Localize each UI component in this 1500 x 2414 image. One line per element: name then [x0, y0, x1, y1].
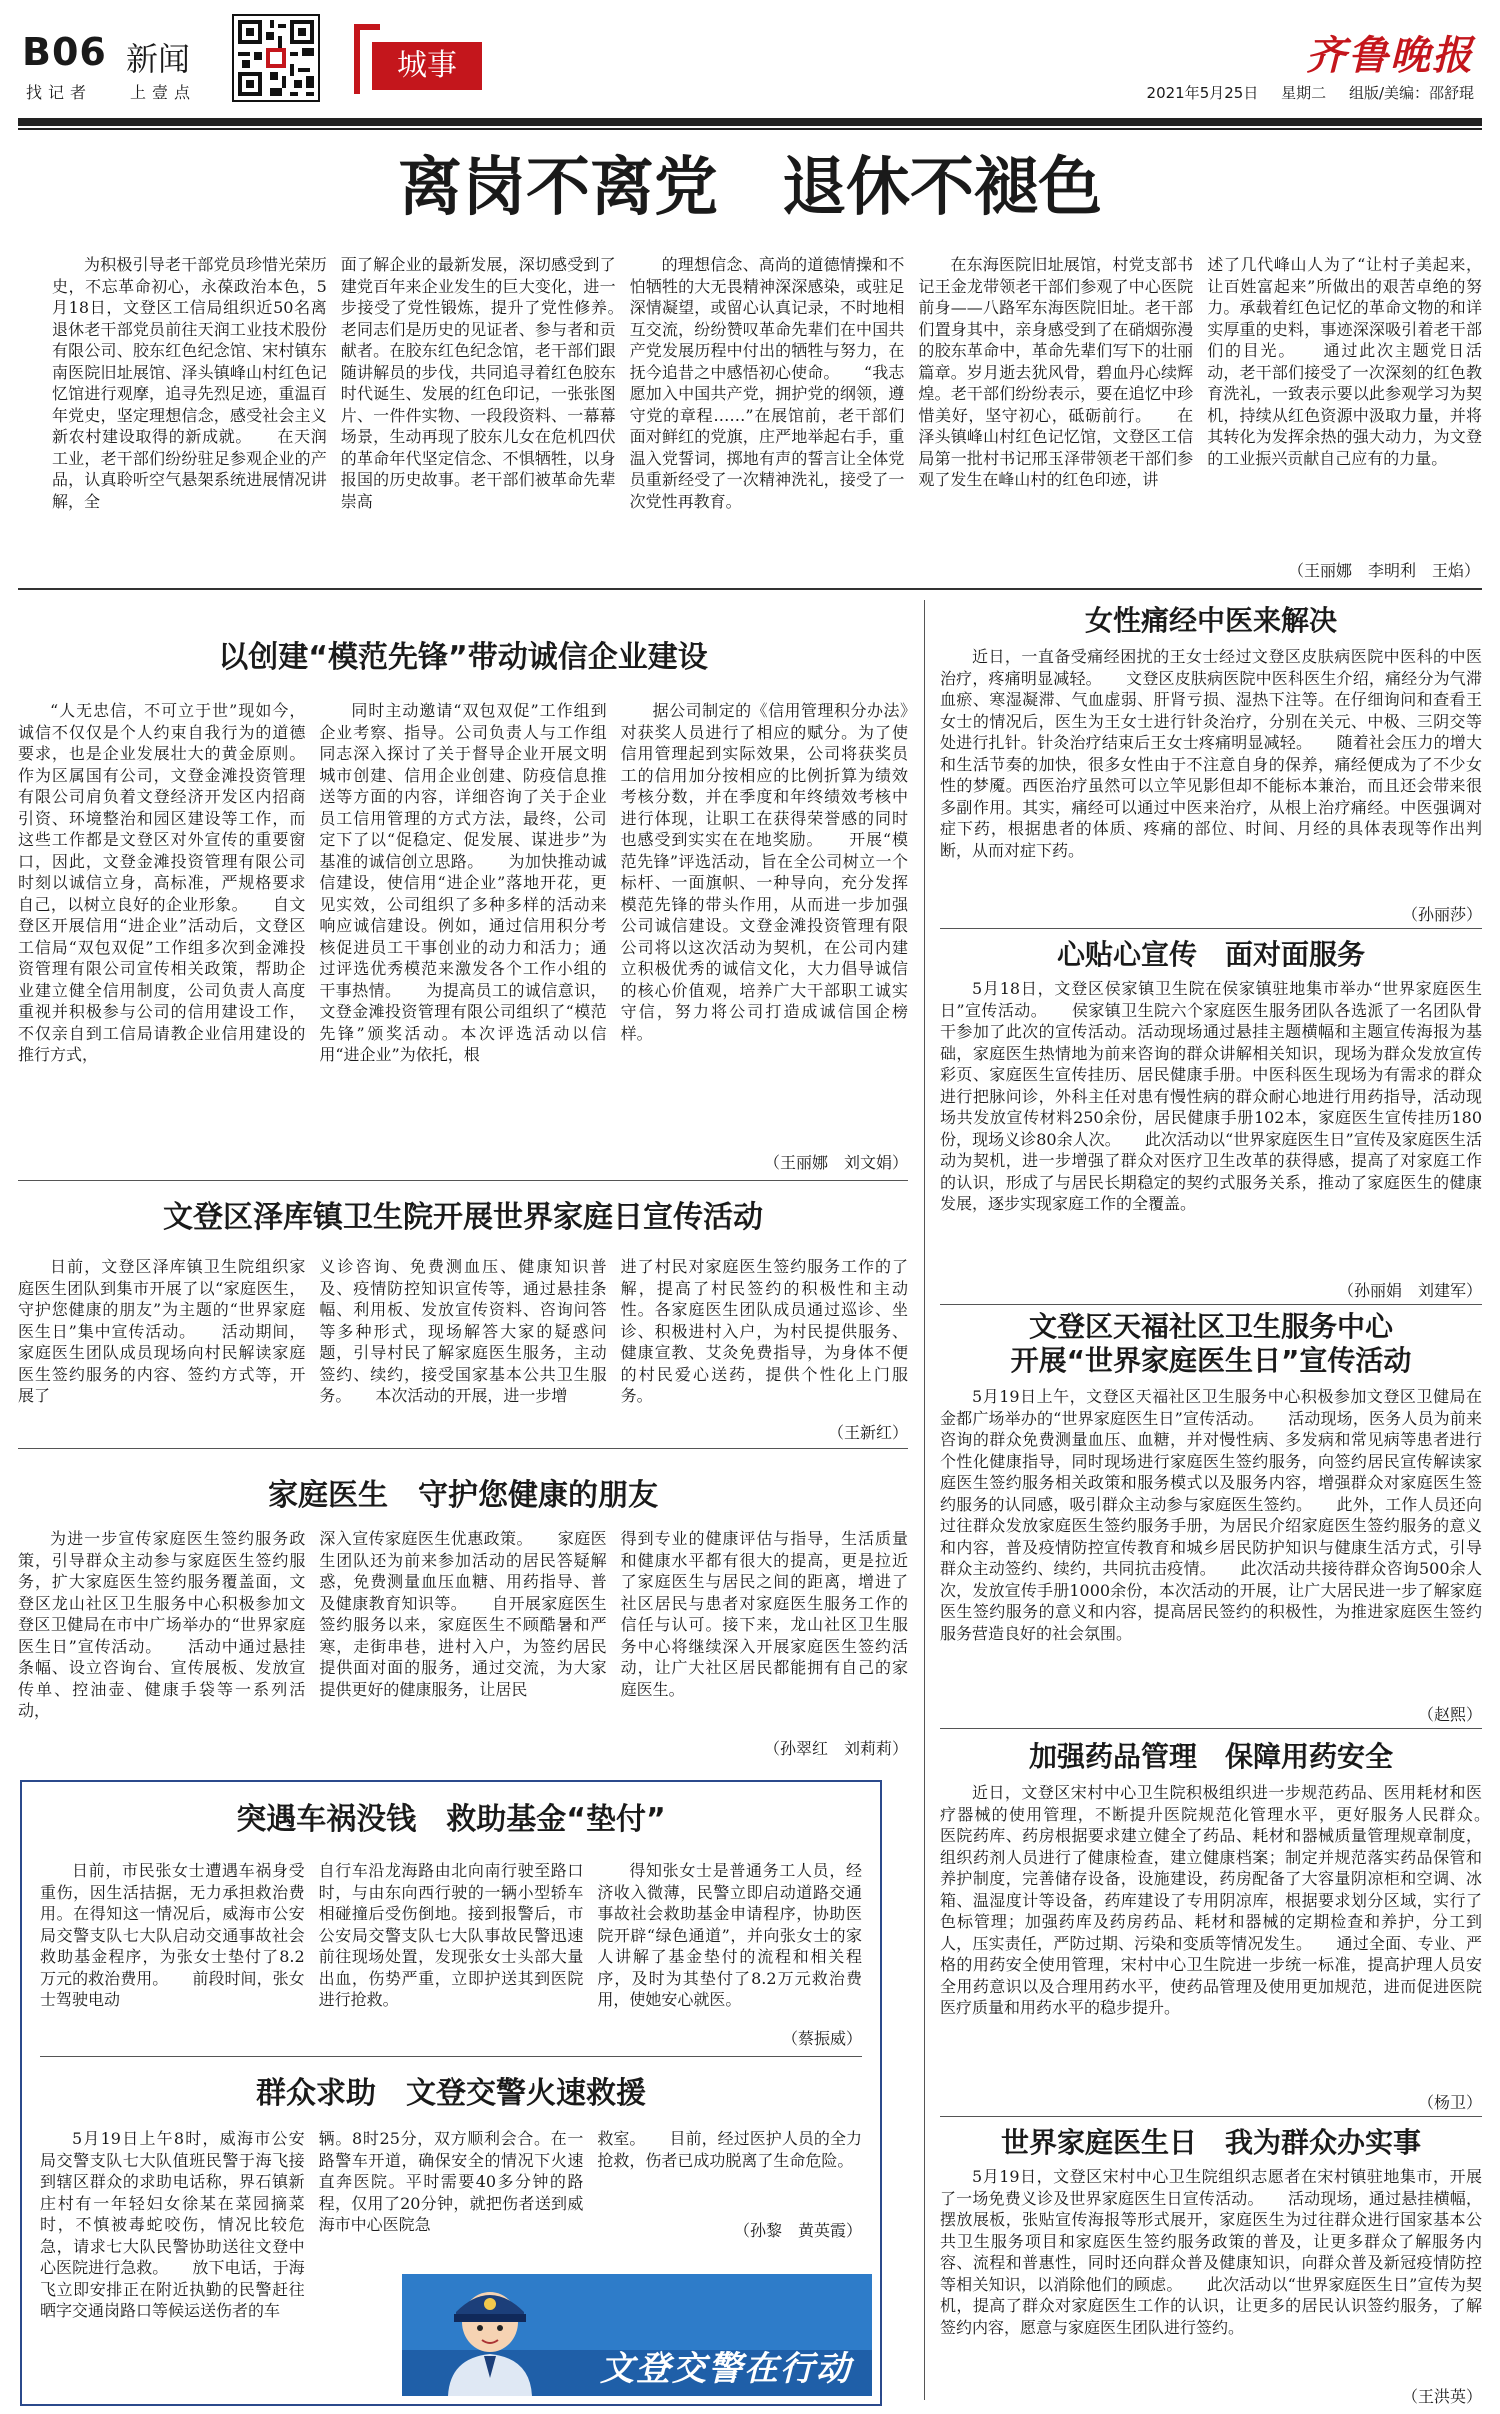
credit-column: “人无忠信，不可立于世”现如今，诚信不仅仅是个人约束自我行为的道德要求，也是企业发展壮大的黄金原则。作为区属国有公司，文登金滩投资管理有限公司肩负着文登经济开发区内招商引资、环境整治和园区建设等工作，而这些工作都是文登区对外宣传的重要窗口，因此，文登金滩投资管理有限公司时刻以诚信立身，高标准，严规格要求自己，以树立良好的企业形象。 自文登区开展信用“进企业”活动后，文登区工信局“双包双促”工作组多次到金滩投资管理有限公司宣传相关政策，帮助企业建立健全信用制度，公司负责人高度重视并积极参与公司的信用建设工作，不仅亲自到工信局请教企业信用建设的推行方式，	[18, 701, 306, 1064]
credit-byline: （王丽娜 刘文娟）	[620, 1150, 908, 1173]
accident-column: 日前，市民张女士遭遇车祸身受重伤，因生活拮据，无力承担救治费用。在得知这一情况后，威海市公安局交警支队七大队启动交通事故社会救助基金程序，为张女士垫付了8.2万元的救治费用。 前段时间，张女士驾驶电动	[40, 1861, 305, 2009]
tianfu-column: 5月19日上午，文登区天福社区卫生服务中心积极参加文登区卫健局在金都广场举办的“世界家庭医生日”宣传活动。 活动现场，医务人员为前来咨询的群众免费测量血压、血糖，并对慢性病、多发病和常见病等患者进行个性化健康指导，同时现场进行家庭医生签约服务，向签约居民宣传解读家庭医生签约服务相关政策和服务模式以及服务内容，增强群众对家庭医生签约服务的认同感，吸引群众主动参与家庭医生签约。 此外，工作人员还向过往群众发放家庭医生签约服务手册，为居民介绍家庭医生签约服务的意义和内容，普及疫情防控宣传教育和城乡居民防护知识与健康生活方式，引导群众主动签约、续约，共同抗击疫情。 此次活动共接待群众咨询500余人次，发放宣传手册1000余份，本次活动的开展，让广大居民进一步了解家庭医生签约服务的意义和内容，提高居民签约的积极性，为推进家庭医生签约服务营造良好的社会氛围。	[940, 1387, 1482, 1643]
credit-headline: 以创建“模范先锋”带动诚信企业建设	[218, 640, 708, 675]
gyn-headline: 女性痛经中医来解决	[1084, 604, 1337, 637]
family-column: 得到专业的健康评估与指导，生活质量和健康水平都有很大的提高，更是拉近了家庭医生与居民之间的距离，增进了社区居民与患者对家庭医生服务工作的信任与认可。接下来，龙山社区卫生服务中心将继续深入开展家庭医生签约活动，让广大社区居民都能拥有自己的家庭医生。	[620, 1529, 908, 1699]
zeku-byline: （王新红）	[700, 1420, 908, 1443]
rescue-headline: 群众求助 文登交警火速救援	[256, 2076, 646, 2111]
column-divider	[924, 600, 925, 2400]
lead-column: 的理想信念、高尚的道德情操和不怕牺牲的大无畏精神深深感染，或驻足深情凝望，或留心认真记录，不时地相互交流，纷纷赞叹革命先辈们在中国共产党发展历程中付出的牺牲与努力，在抚今追昔之中感悟初心使命。 “我志愿加入中国共产党，拥护党的纲领，遵守党的章程……”在展馆前，老干部们面对鲜红的党旗，庄严地举起右手，重温入党誓词，掷地有声的誓言让全体党员重新经受了一次精神洗礼，接受了一次党性再教育。	[629, 255, 905, 511]
world-column: 5月19日，文登区宋村中心卫生院组织志愿者在宋村镇驻地集市，开展了一场免费义诊及世界家庭医生日宣传活动。 活动现场，通过悬挂横幅，摆放展板，张贴宣传海报等形式展开，家庭医生为过往群众进行国家基本公共卫生服务项目和家庭医生签约服务政策的普及，让更多群众了解服务内容、流程和普惠性，同时还向群众普及健康知识，向群众普及新冠疫情防控等相关知识，以消除他们的顾虑。 此次活动以“世界家庭医生日”宣传为契机，提高了群众对家庭医生工作的认识，让更多的居民认识签约服务，了解签约内容，愿意与家庭医生团队进行签约。	[940, 2167, 1482, 2337]
divider	[18, 588, 1482, 590]
masthead-rule-thin	[18, 128, 1482, 130]
zeku-column: 日前，文登区泽库镇卫生院组织家庭医生团队到集市开展了以“家庭医生，守护您健康的朋友”为主题的“世界家庭医生日”集中宣传活动。 活动期间，家庭医生团队成员现场向村民解读家庭医生签约服务的内容、签约方式等，开展了	[18, 1257, 306, 1405]
tianfu-byline: （赵熙）	[1380, 1702, 1482, 1725]
family-column: 为进一步宣传家庭医生签约服务政策，引导群众主动参与家庭医生签约服务，扩大家庭医生签约服务覆盖面，文登区龙山社区卫生服务中心积极参加文登区卫健局在市中广场举办的“世界家庭医生日”宣传活动。 活动中通过悬挂条幅、设立咨询台、宣传展板、发放宣传单、控油壶、健康手袋等一系列活动，	[18, 1529, 306, 1720]
masthead	[18, 14, 1482, 106]
credit-column: 同时主动邀请“双包双促”工作组到企业考察、指导。公司负责人与工作组同志深入探讨了关于督导企业开展文明城市创建、信用企业创建、防疫信息推送等方面的内容，详细咨询了关于企业员工信用管理的方式方法，最终，公司定下了以“促稳定、促发展、谋进步”为基准的诚信创立思路。 为加快推动诚信建设，使信用“进企业”落地开花，更见实效，公司组织了多种多样的活动来响应诚信建设。例如，通过信用积分考核促进员工干事创业的动力和活力；通过评选优秀模范来激发各个工作小组的干事热情。 为提高员工的诚信意识，文登金滩投资管理有限公司组织了“模范先锋”颁奖活动。本次评选活动以信用“进企业”为依托，根	[319, 701, 607, 1064]
rescue-column: 救室。 目前，经过医护人员的全力抢救，伤者已成功脱离了生命危险。	[597, 2129, 863, 2170]
world-headline: 世界家庭医生日 我为群众办实事	[1000, 2126, 1421, 2159]
lead-column: 面了解企业的最新发展，深切感受到了建党百年来企业发生的巨大变化，进一步接受了党性锻炼，提升了党性修养。 老同志们是历史的见证者、参与者和贡献者。在胶东红色纪念馆，老干部们跟随讲解员的步伐，共同追寻着红色胶东时代诞生、发展的红色印记，一张张图片、一件件实物、一段段资料、一幕幕场景，生动再现了胶东儿女在危机四伏的革命年代坚定信念、不惧牺牲，以身报国的历史故事。老干部们被革命先辈崇高	[340, 255, 616, 511]
zeku-column: 义诊咨询、免费测血压、健康知识普及、疫情防控知识宣传等，通过悬挂条幅、利用板、发放宣传资料、咨询问答等多种形式，现场解答大家的疑惑问题，引导村民了解家庭医生服务，主动签约、续约，接受国家基本公共卫生服务。 本次活动的开展，进一步增	[319, 1257, 607, 1405]
drug-column: 近日，文登区宋村中心卫生院积极组织进一步规范药品、医用耗材和医疗器械的使用管理，不断提升医院规范化管理水平，更好服务人民群众。 医院药库、药房根据要求建立健全了药品、耗材和器械质量管理规章制度，组织药剂人员进行了健康检查，建立健康档案；制定并规范落实药品保管和养护制度，完善储存设备，设施建设，药房配备了大容量阴凉柜和空调、冰箱、温湿度计等设备，药库建设了专用阴凉库，根据要求划分区域，实行了色标管理；加强药库及药房药品、耗材和器械的定期检查和养护，分工到人，压实责任，严防过期、污染和变质等情况发生。 通过全面、专业、严格的用药安全使用管理，宋村中心卫生院进一步统一标准，提高护理人员安全用药意识以及合理用药水平，使药品管理及使用更加规范，进而促进医院医疗质量和用药水平的稳步提升。	[940, 1783, 1482, 2017]
column-tag	[354, 24, 486, 94]
gyn-byline: （孙丽莎）	[1320, 902, 1482, 925]
lead-column: 述了几代峰山人为了“让村子美起来，让百姓富起来”所做出的艰苦卓绝的努力。承载着红色记忆的革命文物的和详实厚重的史料，事迹深深吸引着老干部们的目光。 通过此次主题党日活动，老干部们接受了一次深刻的红色教育洗礼，一致表示要以此参观学习为契机，持续从红色资源中汲取力量，并将其转化为发挥余热的强大动力，为文登的工业振兴贡献自己应有的力量。	[1207, 255, 1482, 468]
zeku-column: 进了村民对家庭医生签约服务工作的了解，提高了村民签约的积极性和主动性。各家庭医生团队成员通过巡诊、坐诊、积极进村入户，为村民提供服务、健康宣教、艾灸免费指导，为身体不便的村民爱心送药，提供个性化上门服务。	[620, 1257, 908, 1405]
family-headline: 家庭医生 守护您健康的朋友	[268, 1478, 658, 1513]
heart-column: 5月18日，文登区侯家镇卫生院在侯家镇驻地集市举办“世界家庭医生日”宣传活动。 侯家镇卫生院六个家庭医生服务团队各选派了一名团队骨干参加了此次的宣传活动。活动现场通过悬挂主题横幅和主题宣传海报为基础，家庭医生热情地为前来咨询的群众讲解相关知识，现场为群众发放宣传彩页、家庭医生宣传挂历、居民健康手册。中医科医生现场为有需求的群众进行把脉问诊，外科主任对患有慢性病的群众耐心地进行用药指导，活动现场共发放宣传材料250余份，居民健康手册102本，家庭医生宣传挂历180份，现场义诊80余人次。 此次活动以“世界家庭医生日”宣传及家庭医生活动为契机，进一步增强了群众对医疗卫生改革的获得感，提高了对家庭工作的认识，形成了与居民长期稳定的契约式服务关系，推动了家庭医生的健康发展，逐步实现家庭工作的全覆盖。	[940, 979, 1482, 1213]
divider	[18, 1180, 908, 1181]
dateline	[1129, 82, 1474, 103]
rescue-column: 5月19日上午8时，威海市公安局交警支队七大队值班民警于海飞接到辖区群众的求助电话称，界石镇新庄村有一年轻妇女徐某在菜园摘菜时，不慎被毒蛇咬伤，情况比较危急，请求七大队民警协助送往文登中心医院进行急救。 放下电话，于海飞立即安排正在附近执勤的民警赶往晒字交通岗路口等候运送伤者的车	[40, 2129, 305, 2320]
issue-date: 2021年5月25日	[1146, 84, 1259, 102]
editor-credit: 组版/美编：邵舒琨	[1348, 84, 1474, 102]
accident-column: 自行车沿龙海路由北向南行驶至路口时，与由东向西行驶的一辆小型轿车相碰撞后受伤倒地。接到报警后，市公安局交警支队七大队事故民警迅速前往现场处置，发现张女士头部大量出血，伤势严重，立即护送其到医院进行抢救。	[318, 1861, 584, 2009]
tagline-left: 找记者	[26, 83, 93, 102]
tianfu-headline-2: 开展“世界家庭医生日”宣传活动	[1010, 1344, 1412, 1377]
tianfu-headline-1: 文登区天福社区卫生服务中心	[1028, 1310, 1393, 1343]
newspaper-logo: 齐鲁晚报	[1306, 32, 1474, 79]
divider	[40, 2056, 862, 2057]
divider	[940, 1728, 1482, 1729]
lead-byline: （王丽娜 李明利 王焰）	[1180, 558, 1480, 581]
police-banner-text: 文登交警在行动	[600, 2349, 852, 2389]
drug-headline: 加强药品管理 保障用药安全	[1028, 1740, 1393, 1773]
page-number: B06	[22, 30, 107, 74]
accident-column: 得知张女士是普通务工人员，经济收入微薄，民警立即启动道路交通事故社会救助基金申请程序，协助医院开辟“绿色通道”，并向张女士的家人讲解了基金垫付的流程和相关程序，及时为其垫付了8.2万元救治费用，使她安心就医。	[597, 1861, 863, 2009]
family-byline: （孙翠红 刘莉莉）	[650, 1736, 908, 1759]
divider	[940, 1304, 1482, 1305]
rescue-column: 辆。8时25分，双方顺利会合。在一路警车开道，确保安全的情况下火速直奔医院。平时需要40多分钟的路程，仅用了20分钟，就把伤者送到威海市中心医院急	[318, 2129, 584, 2234]
section-name: 新闻	[126, 40, 191, 78]
rescue-byline: （孙黎 黄英霞）	[640, 2218, 862, 2241]
divider	[940, 928, 1482, 929]
accident-headline: 突遇车祸没钱 救助基金“垫付”	[236, 1802, 666, 1837]
accident-byline: （蔡振威）	[640, 2026, 862, 2049]
lead-column: 在东海医院旧址展馆，村党支部书记王金龙带领老干部们参观了中心医院前身——八路军东海医院旧址。老干部们置身其中，亲身感受到了在硝烟弥漫的胶东革命中，革命先辈们写下的壮丽篇章。岁月逝去犹风骨，碧血丹心续辉煌。老干部们纷纷表示，要在追忆中珍惜美好，坚守初心，砥砺前行。 在泽头镇峰山村红色记忆馆，文登区工信局第一批村书记邢玉泽带领老干部们参观了发生在峰山村的红色印迹，讲	[918, 255, 1194, 489]
family-column: 深入宣传家庭医生优惠政策。 家庭医生团队还为前来参加活动的居民答疑解惑，免费测量血压血糖、用药指导、普及健康教育知识等。 自开展家庭医生签约服务以来，家庭医生不顾酷暑和严寒，走街串巷，进村入户，为签约居民提供面对面的服务，通过交流，为大家提供更好的健康服务，让居民	[319, 1529, 607, 1699]
gyn-column: 近日，一直备受痛经困扰的王女士经过文登区皮肤病医院中医科的中医治疗，疼痛明显减轻。 文登区皮肤病医院中医科医生介绍，痛经分为气滞血瘀、寒湿凝滞、气血虚弱、肝肾亏损、湿热下注等。在仔细询问和查看王女士的情况后，医生为王女士进行针灸治疗，分别在关元、中极、三阴交等处进行扎针。针灸治疗结束后王女士疼痛明显减轻。 随着社会压力的增大和生活节奏的加快，很多女性由于不注意自身的保养，痛经便成为了不少女性的梦魇。西医治疗虽然可以立竿见影但却不能标本兼治，而且还会带来很多副作用。其实，痛经可以通过中医来治疗，从根上治疗痛经。中医强调对症下药，根据患者的体质、疼痛的部位、时间、月经的具体表现等作出判断，从而对症下药。	[940, 647, 1482, 860]
qr-code-icon	[232, 14, 320, 102]
drug-byline: （杨卫）	[1380, 2090, 1482, 2113]
lead-column: 为积极引导老干部党员珍惜光荣历史，不忘革命初心，永葆政治本色，5月18日，文登区工信局组织近50名离退休老干部党员前往天润工业技术股份有限公司、胶东红色纪念馆、宋村镇东南医院旧址展馆、泽头镇峰山村红色记忆馆进行观摩，追寻先烈足迹，重温百年党史，坚定理想信念，感受社会主义新农村建设取得的新成就。 在天润工业，老干部们纷纷驻足参观企业的产品，认真聆听空气悬架系统进展情况讲解，全	[52, 255, 327, 511]
lead-headline: 离岗不离党 退休不褪色	[398, 150, 1102, 225]
police-banner	[402, 2274, 872, 2396]
column-tag-label: 城事	[372, 42, 482, 90]
credit-column: 据公司制定的《信用管理积分办法》对获奖人员进行了相应的赋分。为了使信用管理起到实际效果，公司将获奖员工的信用加分按相应的比例折算为绩效考核分数，并在季度和年终绩效考核中进行体现，让职工在获得荣誉感的同时也感受到实实在在地奖励。 开展“模范先锋”评选活动，旨在全公司树立一个标杆、一面旗帜、一种导向，充分发挥模范先锋的带头作用，从而进一步加强公司诚信建设。文登金滩投资管理有限公司将以这次活动为契机，在公司内建立积极优秀的诚信文化，大力倡导诚信的核心价值观，培养广大干部职工诚实守信，努力将公司打造成诚信国企榜样。	[620, 701, 908, 1043]
heart-headline: 心贴心宣传 面对面服务	[1056, 938, 1365, 971]
world-byline: （王洪英）	[1360, 2384, 1482, 2407]
masthead-rule	[18, 118, 1482, 126]
police-officer-icon	[430, 2282, 550, 2396]
divider	[940, 2116, 1482, 2117]
tagline-right: 上壹点	[130, 83, 197, 102]
divider	[18, 1448, 908, 1449]
heart-byline: （孙丽娟 刘建军）	[1270, 1278, 1482, 1301]
issue-weekday: 星期二	[1281, 84, 1327, 102]
zeku-headline: 文登区泽库镇卫生院开展世界家庭日宣传活动	[163, 1200, 763, 1235]
